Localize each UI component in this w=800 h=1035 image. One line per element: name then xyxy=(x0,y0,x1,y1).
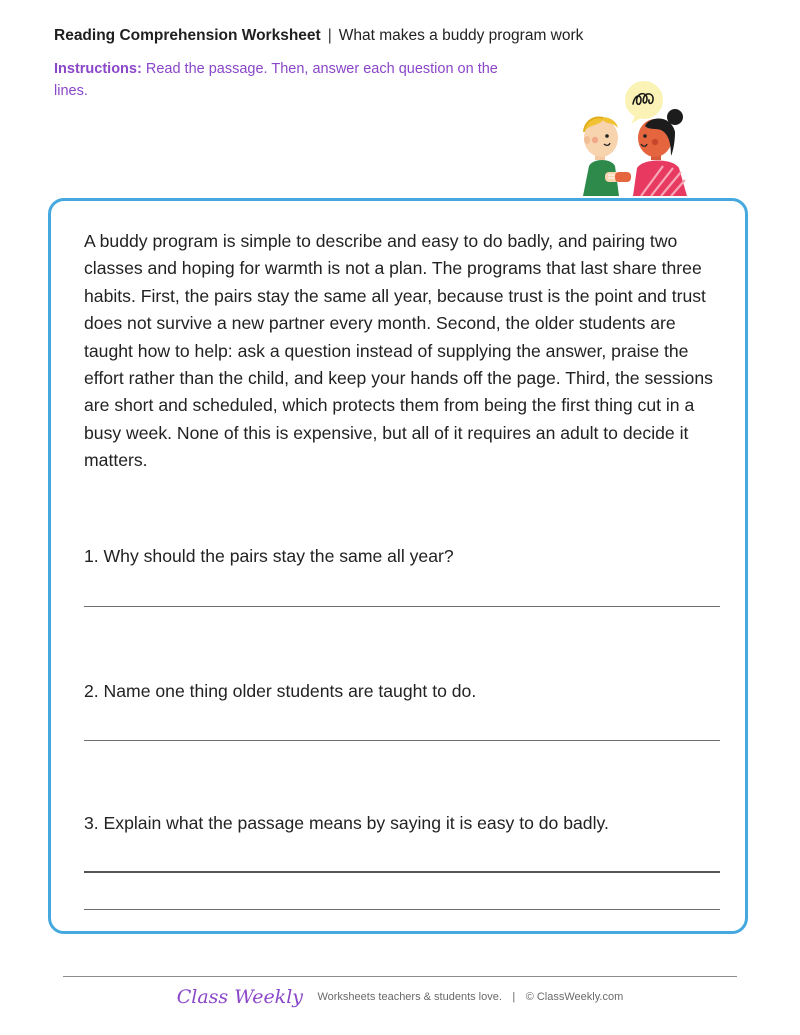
answer-line-1[interactable] xyxy=(84,606,720,607)
two-children-talking-icon xyxy=(575,80,695,196)
question-1: 1. Why should the pairs stay the same all year? xyxy=(84,546,454,566)
worksheet-header xyxy=(54,27,583,45)
question-2: 2. Name one thing older students are taught to do. xyxy=(84,681,477,701)
answer-line-2[interactable] xyxy=(84,740,720,741)
brand-logo: Class Weekly xyxy=(176,986,304,1008)
passage-card xyxy=(48,198,748,934)
answer-line-3a[interactable] xyxy=(84,871,720,873)
header-separator: | xyxy=(327,27,332,44)
footer-divider xyxy=(63,976,737,977)
footer xyxy=(0,986,800,1008)
footer-separator: | xyxy=(512,991,516,1003)
swirl-speech-bubble-icon xyxy=(625,81,663,124)
worksheet-title: Reading Comprehension Worksheet xyxy=(54,27,321,44)
reading-passage: A buddy program is simple to describe and easy to do badly, and pairing two classes and hoping for warmth is not a plan. The programs that last share three habits. First, the pairs stay the same all year, because trust is the point and trust does not survive a new partner every month. Second, the older students are taught how to help: ask a question instead of supplying the answer, praise the effort rather than the child, and keep your hands off the page. Third, the sessions are short and scheduled, which protects them from being the first thing cut in a busy week. None of this is expensive, but all of it requires an adult to decide it matters. xyxy=(84,231,713,471)
question-3: 3. Explain what the passage means by saying it is easy to do badly. xyxy=(84,813,609,833)
footer-tagline: Worksheets teachers & students love. xyxy=(317,991,502,1003)
instructions-text: Read the passage. Then, answer each question on the lines. xyxy=(54,61,498,99)
instructions-label: Instructions: xyxy=(54,61,142,77)
instructions xyxy=(54,58,509,102)
footer-copyright: © ClassWeekly.com xyxy=(525,991,624,1003)
answer-line-3b[interactable] xyxy=(84,909,720,910)
worksheet-subtitle: What makes a buddy program work xyxy=(338,27,584,44)
